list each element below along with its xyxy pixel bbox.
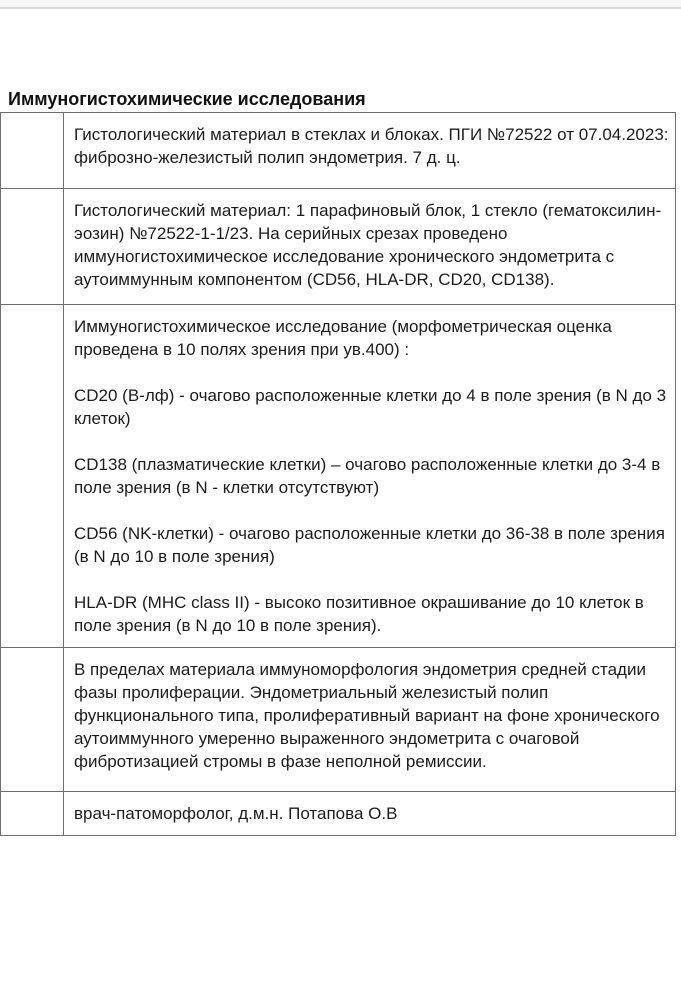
page-title: Иммуногистохимические исследования xyxy=(8,89,366,110)
table-row xyxy=(1,113,675,188)
report-table xyxy=(0,112,676,836)
report-paragraph: CD56 (NK-клетки) - очагово расположенные клетки до 36-38 в поле зрения (в N до 10 в поле зрения) xyxy=(74,524,665,566)
report-paragraph: CD138 (плазматические клетки) – очагово расположенные клетки до 3-4 в поле зрения (в N - клетки отсутствуют) xyxy=(74,455,661,497)
top-divider xyxy=(0,0,681,9)
report-paragraph: врач-патоморфолог, д.м.н. Потапова О.В xyxy=(74,804,398,823)
report-paragraph: HLA-DR (MHC class II) - высоко позитивное окрашивание до 10 клеток в поле зрения (в N до 10 в поле зрения). xyxy=(74,593,644,635)
report-paragraph: Гистологический материал: 1 парафиновый блок, 1 стекло (гематоксилин-эозин) №72522-1-1/23. На серийных срезах проведено иммуногистохимическое исследование хронического эндометрита с аутоиммунным компонентом (CD56, HLA-DR, CD20, CD138). xyxy=(74,201,662,289)
table-cell-text xyxy=(64,189,675,304)
table-cell-text xyxy=(64,113,675,188)
table-row xyxy=(1,188,675,304)
table-cell-text xyxy=(64,648,675,791)
table-cell-empty xyxy=(1,305,64,647)
table-cell-empty xyxy=(1,189,64,304)
table-row xyxy=(1,304,675,647)
table-cell-empty xyxy=(1,792,64,835)
table-cell-empty xyxy=(1,648,64,791)
report-paragraph: Гистологический материал в стеклах и блоках. ПГИ №72522 от 07.04.2023: фиброзно-железистый полип эндометрия. 7 д. ц. xyxy=(74,125,669,167)
table-row xyxy=(1,791,675,835)
report-paragraph: Иммуногистохимическое исследование (морфометрическая оценка проведена в 10 полях зрения при ув.400) : xyxy=(74,317,612,359)
table-cell-empty xyxy=(1,113,64,188)
table-row xyxy=(1,647,675,791)
table-cell-text xyxy=(64,305,675,647)
report-paragraph: CD20 (В-лф) - очагово расположенные клетки до 4 в поле зрения (в N до 3 клеток) xyxy=(74,386,667,428)
report-paragraph: В пределах материала иммуноморфология эндометрия средней стадии фазы пролиферации. Эндометриальный железистый полип функционального типа, пролиферативный вариант на фоне хронического аутоиммунного умеренно выраженного эндометрита с очаговой фибротизацией стромы в фазе неполной ремиссии. xyxy=(74,660,660,771)
table-cell-text xyxy=(64,792,675,835)
